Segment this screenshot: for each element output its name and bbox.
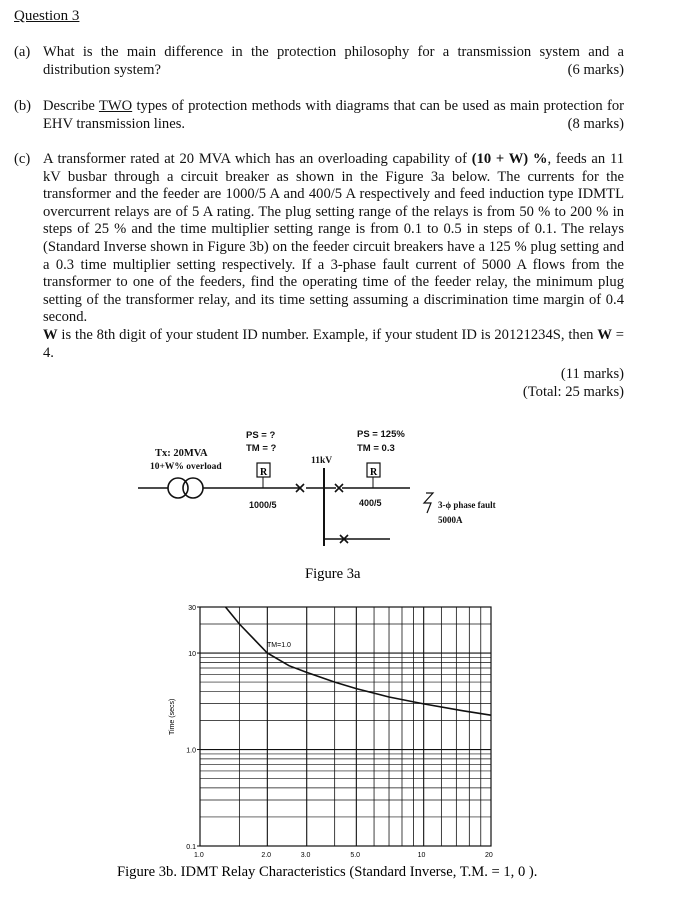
part-c-note-w2: W [597, 326, 612, 343]
chart-ylabel: Time (secs) [169, 698, 176, 735]
ct1-ratio: 1000/5 [249, 500, 277, 510]
question-title: Question 3 [14, 8, 80, 24]
bus-label: 11kV [311, 456, 333, 466]
x-tick-label: 5.0 [350, 852, 361, 859]
part-c-marks: (11 marks) [560, 366, 624, 382]
relay2-ps: PS = 125% [357, 429, 405, 440]
part-c-text-post: , feeds an 11 kV busbar through a circuit breaker as shown in the Figure 3a below. The currents for the transformer and the feeder are 1000/5 A and 400/5 A respectively and feed induction type IDMTL overcurrent relays are of 5 A rating. The plug setting range of the relays is from 50 % to 200 % in steps of 25 % and the time multiplier setting range is from 0.1 to 0.5 in steps of 0.1. The relays (Standard Inverse shown in Figure 3b) on the feeder circuit breakers have a 125 % plug setting and a 0.3 time multiplier setting respectively. If a 3-phase fault current of 5000 A flows from the transformer to one of the feeders, find the operating time of the feeder relay, the minimum plug setting of the transformer relay, and its time setting assuming a discrimination time margin of 0.4 second. [43, 151, 625, 326]
part-c-note-text: is the 8th digit of your student ID number. Example, if your student ID is 20121234S, then [57, 326, 598, 343]
y-tick-label: 30 [188, 605, 196, 612]
figure-3a-caption: Figure 3a [305, 566, 361, 582]
chart-ticks [186, 605, 493, 859]
y-tick-label: 10 [188, 651, 196, 659]
part-a-marks: (6 marks) [567, 61, 624, 78]
part-b-emphasis: TWO [98, 98, 133, 114]
x-tick-label: 20 [485, 852, 493, 859]
part-a-text: What is the main difference in the protection philosophy for a transmission system and a distribution system? [43, 44, 624, 78]
y-tick-label: 0.1 [186, 844, 196, 851]
part-a-label: (a) [14, 44, 31, 60]
chart-curve-layer [226, 607, 492, 715]
part-b-text-post: types of protection methods with diagrams that can be used as main protection for EHV transmission lines. [43, 98, 625, 132]
ct2-ratio: 400/5 [359, 498, 382, 508]
y-tick-label: 1.0 [186, 747, 196, 755]
part-c-note-w: W [43, 326, 58, 343]
x-tick-label: 10 [417, 852, 426, 859]
figure-3b-caption: Figure 3b. IDMT Relay Characteristics (Standard Inverse, T.M. = 1, 0 ). [117, 864, 538, 880]
total-marks: (Total: 25 marks) [522, 383, 624, 400]
relay1-tm: TM = ? [246, 443, 277, 454]
chart-grid [200, 607, 491, 846]
part-c-note-end: = 4. [43, 326, 624, 361]
part-c-bold: (10 + W) % [471, 151, 548, 167]
x-tick-label: 2.0 [261, 852, 272, 859]
part-c-label: (c) [14, 151, 31, 167]
part-c-text-pre: A transformer rated at 20 MVA which has an overloading capability of [43, 151, 472, 167]
part-b-text-pre: Describe [43, 98, 99, 114]
relay-1-symbol: R [260, 467, 268, 478]
part-b-marks: (8 marks) [567, 115, 624, 132]
curve-label: TM=1.0 [267, 642, 291, 649]
fault-current: 5000A [438, 515, 463, 525]
plot-frame [200, 607, 491, 846]
x-tick-label: 3.0 [300, 852, 311, 859]
x-tick-label: 1.0 [194, 852, 204, 859]
relay-2-symbol: R [370, 467, 378, 478]
overload-label: 10+W% overload [150, 462, 222, 472]
relay1-ps: PS = ? [246, 430, 276, 441]
series-line-TM=1.0 [226, 607, 492, 715]
part-b-label: (b) [14, 98, 32, 114]
relay2-tm: TM = 0.3 [357, 443, 395, 454]
tx-label: Tx: 20MVA [155, 448, 208, 459]
fault-label: 3-ϕ phase fault [438, 500, 496, 510]
